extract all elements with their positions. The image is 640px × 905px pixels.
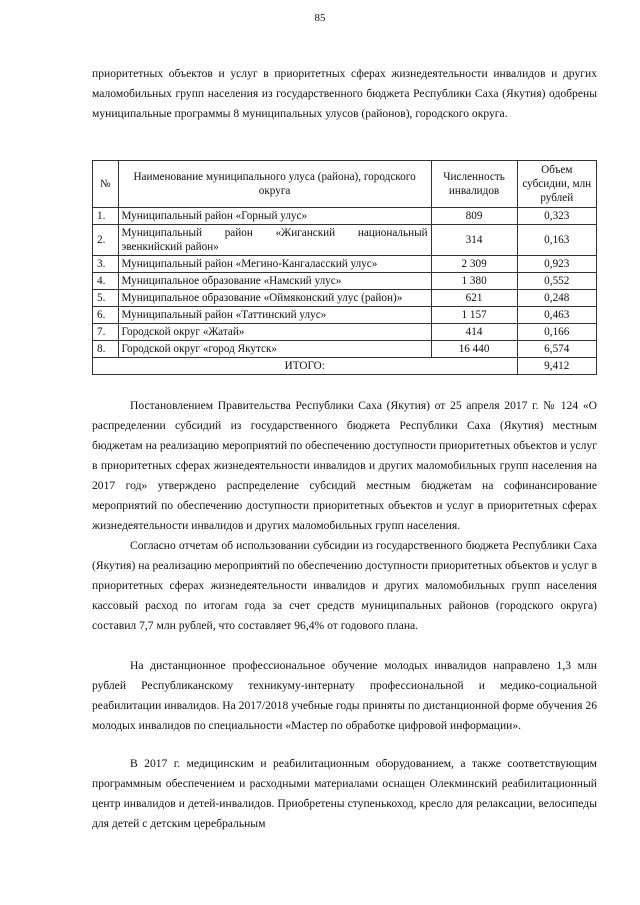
- row-count: 1 380: [431, 273, 517, 290]
- body-paragraph: Постановлением Правительства Республики Саха (Якутия) от 25 апреля 2017 г. № 124 «О распределении субсидий из государственного бюджета Республики Саха (Якутия) местным бюджетам на реализацию мероприятий по обеспечению доступности приоритетных объектов и услуг в приоритетных сферах жизнедеятельности инвалидов и других маломобильных групп населения на 2017 год» утверждено распределение субсидий местным бюджетам на софинансирование мероприятий по обеспечению доступности приоритетных объектов и услуг в приоритетных сферах жизнедеятельности инвалидов и других маломобильных групп населения.: [92, 399, 597, 532]
- row-number: 8.: [93, 341, 119, 358]
- total-label: ИТОГО:: [93, 358, 518, 375]
- row-name: Муниципальный район «Мегино-Кангаласский улус»: [118, 256, 431, 273]
- row-number: 4.: [93, 273, 119, 290]
- table-row: [93, 225, 597, 256]
- row-count: 314: [431, 225, 517, 256]
- subsidy-table-container: [92, 160, 597, 375]
- row-number: 2.: [93, 225, 119, 256]
- row-name: Муниципальный район «Таттинский улус»: [118, 307, 431, 324]
- row-number: 6.: [93, 307, 119, 324]
- body-paragraph: В 2017 г. медицинским и реабилитационным оборудованием, а также соответствующим программным обеспечением и расходными материалами оснащен Олекминский реабилитационный центр инвалидов и детей-инвалидов. Приобретены ступенькоход, кресло для релаксации, велосипеды для детей с детским церебральным: [92, 757, 597, 830]
- row-name: Муниципальное образование «Намский улус»: [118, 273, 431, 290]
- table-header-row: [93, 161, 597, 208]
- row-subsidy: 0,552: [517, 273, 596, 290]
- row-subsidy: 0,163: [517, 225, 596, 256]
- header-count: Численность инвалидов: [431, 161, 517, 208]
- row-count: 1 157: [431, 307, 517, 324]
- row-subsidy: 0,166: [517, 324, 596, 341]
- row-count: 414: [431, 324, 517, 341]
- row-number: 1.: [93, 208, 119, 225]
- table-row: [93, 208, 597, 225]
- row-name: Городской округ «город Якутск»: [118, 341, 431, 358]
- body-paragraph: На дистанционное профессиональное обучение молодых инвалидов направлено 1,3 млн рублей Республиканскому техникуму-интернату профессиональной и медико-социальной реабилитации инвалидов. На 2017/2018 учебные годы приняты по дистанционной форме обучения 26 молодых инвалидов по специальности «Мастер по обработке цифровой информации».: [92, 659, 597, 732]
- row-count: 809: [431, 208, 517, 225]
- row-count: 2 309: [431, 256, 517, 273]
- body-paragraph: Согласно отчетам об использовании субсидии из государственного бюджета Республики Саха (Якутия) на реализацию мероприятий по обеспечению доступности приоритетных объектов и услуг в приоритетных сферах жизнедеятельности инвалидов и других маломобильных групп населения кассовый расход по итогам года за счет средств муниципальных районов (городского округа) составил 7,7 млн рублей, что составляет 96,4% от годового плана.: [92, 539, 597, 632]
- row-subsidy: 0,248: [517, 290, 596, 307]
- row-name: Муниципальный район «Горный улус»: [118, 208, 431, 225]
- table-row: [93, 341, 597, 358]
- row-number: 7.: [93, 324, 119, 341]
- header-number: №: [93, 161, 119, 208]
- row-count: 621: [431, 290, 517, 307]
- row-subsidy: 0,323: [517, 208, 596, 225]
- table-row: [93, 290, 597, 307]
- table-row: [93, 307, 597, 324]
- table-total-row: [93, 358, 597, 375]
- row-number: 5.: [93, 290, 119, 307]
- table-row: [93, 256, 597, 273]
- row-subsidy: 6,574: [517, 341, 596, 358]
- row-name: Муниципальное образование «Оймяконский улус (район)»: [118, 290, 431, 307]
- row-name: Муниципальный район «Жиганский национальный эвенкийский район»: [118, 225, 431, 256]
- total-subsidy: 9,412: [517, 358, 596, 375]
- table-row: [93, 324, 597, 341]
- page-number: 85: [314, 12, 326, 24]
- header-subsidy: Объем субсидии, млн рублей: [517, 161, 596, 208]
- intro-paragraph: приоритетных объектов и услуг в приоритетных сферах жизнедеятельности инвалидов и других маломобильных групп населения из государственного бюджета Республики Саха (Якутия) одобрены муниципальные программы 8 муниципальных улусов (районов), городского округа.: [92, 67, 597, 120]
- subsidy-table: [92, 160, 597, 375]
- row-subsidy: 0,923: [517, 256, 596, 273]
- header-name: Наименование муниципального улуса (района), городского округа: [118, 161, 431, 208]
- row-subsidy: 0,463: [517, 307, 596, 324]
- row-count: 16 440: [431, 341, 517, 358]
- table-row: [93, 273, 597, 290]
- row-name: Городской округ «Жатай»: [118, 324, 431, 341]
- row-number: 3.: [93, 256, 119, 273]
